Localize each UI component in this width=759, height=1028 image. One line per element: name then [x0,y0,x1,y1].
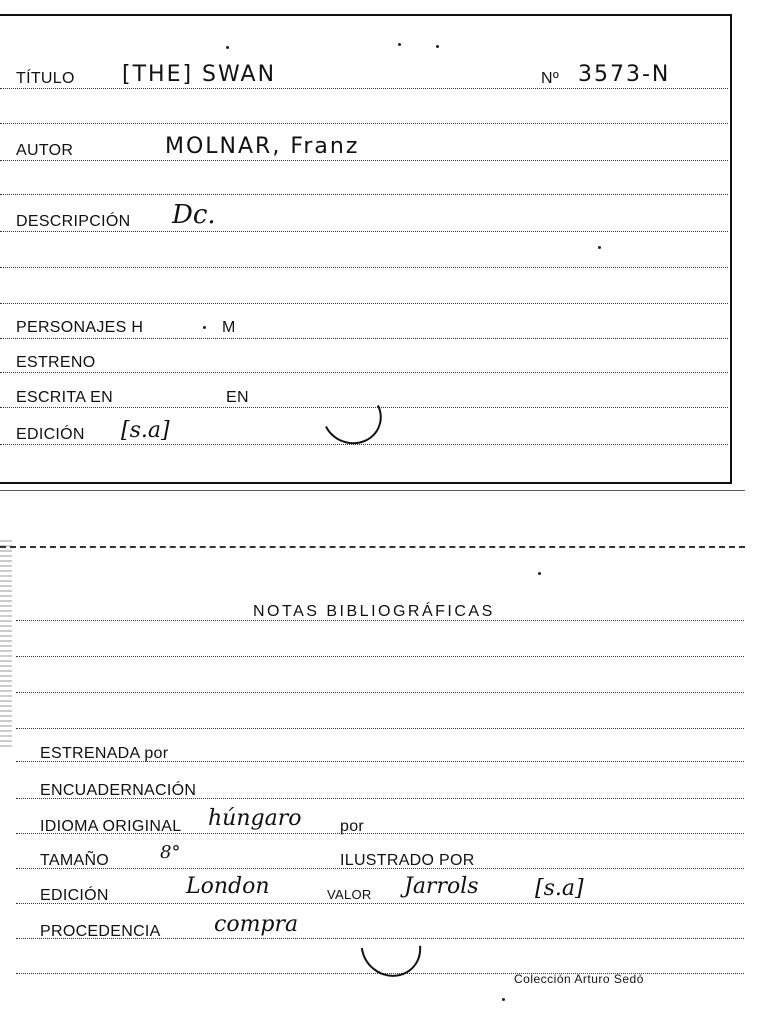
encuadernacion-label: ENCUADERNACIÓN [40,782,197,799]
numero-value: 3573-N [578,62,671,87]
rule-line [0,123,728,124]
tamano-value: 8° [160,842,181,863]
speck [502,998,505,1001]
speck [203,326,206,329]
estreno-label: ESTRENO [16,354,96,371]
speck [226,46,229,49]
rule-line [16,903,744,904]
personajes-label: PERSONAJES H [16,319,144,336]
rule-line [0,88,728,89]
edicion-label: EDICIÓN [40,887,109,904]
numero-label: Nº [541,70,559,87]
personajes-m-label: M [222,319,236,336]
rule-line [16,656,744,657]
rule-line [16,728,744,729]
estrenada-label: ESTRENADA por [40,745,169,762]
rule-line [0,160,728,161]
rule-line [0,372,728,373]
rule-line [0,444,728,445]
procedencia-label: PROCEDENCIA [40,923,161,940]
valor-extra: [s.a] [535,876,584,901]
card-border-top [0,546,745,548]
tamano-label: TAMAÑO [40,852,110,869]
speck [598,246,601,249]
titulo-value: [THE] SWAN [122,62,277,87]
stamp-mark [349,905,434,989]
card-edge-line [0,490,745,491]
rule-line [0,267,728,268]
edicion-value: London [186,874,270,899]
collection-footer: Colección Arturo Sedó [514,972,644,986]
idioma-value: húngaro [208,806,302,831]
card-border-bottom [0,482,732,484]
speck [398,43,401,46]
autor-value: MOLNAR, Franz [165,134,360,159]
rule-line [0,231,728,232]
edicion-value: [s.a] [121,418,170,443]
escrita-label: ESCRITA EN [16,389,113,406]
rule-line [0,303,728,304]
autor-label: AUTOR [16,142,74,159]
rule-line [16,692,744,693]
escrita-en-label: EN [226,389,249,406]
ilustrado-label: ILUSTRADO POR [340,852,475,869]
card-border-right [730,14,732,484]
edicion-label: EDICIÓN [16,426,85,443]
rule-line [0,338,728,339]
procedencia-value: compra [214,912,299,937]
titulo-label: TÍTULO [16,70,75,87]
stamp-mark [314,379,390,452]
valor-label: VALOR [327,887,372,902]
descripcion-value: Dc. [172,200,216,230]
idioma-label: IDIOMA ORIGINAL [40,818,182,835]
catalog-card-top [0,0,759,492]
valor-value: Jarrols [404,874,479,899]
notas-heading: NOTAS BIBLIOGRÁFICAS [253,603,495,620]
card-border-top [0,14,732,16]
rule-line [0,194,728,195]
catalog-card-bottom [0,540,759,1028]
descripcion-label: DESCRIPCIÓN [16,213,131,230]
idioma-por-label: por [340,818,365,835]
speck [538,572,541,575]
speck [436,45,439,48]
